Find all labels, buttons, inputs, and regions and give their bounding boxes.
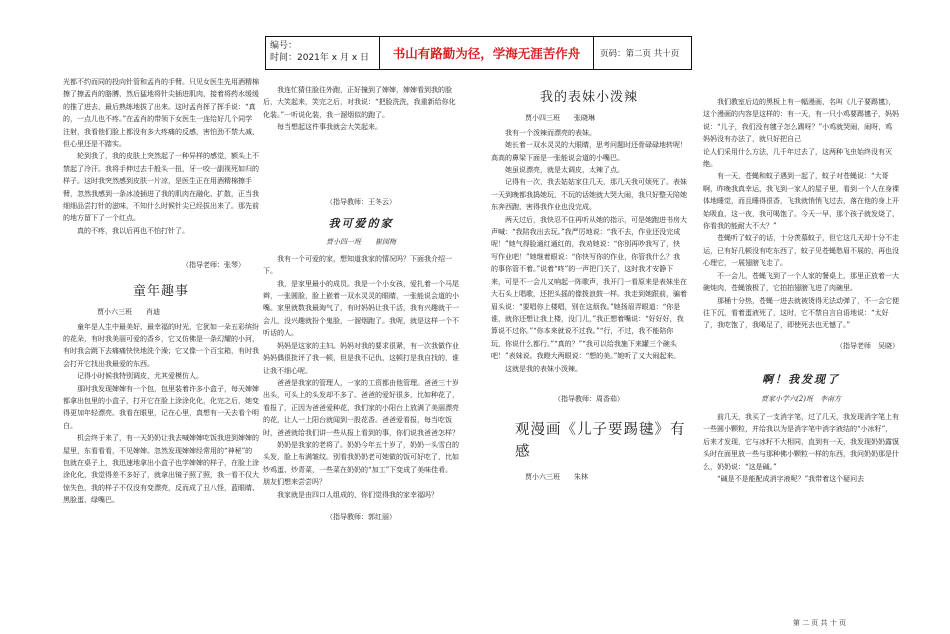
paragraph: 她虽说漂亮，就是太调皮，太辣了点。 [505, 166, 624, 175]
paragraph: 两天过后，我快忍不住再听从她的指示，可是她跑进书房大声喊：“我陪我出去玩。”我严厉地说：“我不去，作业还没完成呢！”她气得脸通红通红的，我劝她说：“你别再吵我写了，快写作业吧！”她继着眼说：“你快写你的作业，你管我什么？我的事你管不着。”说着“咚”的一声把门关了，这时我才安静下来，可是不一会儿又响起一阵歌声，我开门一看原来是表妹坐在大石头上唱歌，还把头摇的像拨浪鼓一样。我走到她跟前，骗着眉头说：“要唱你上楼唱，别在这烦我。”她扬眉弄眼道：“你是谁，就你还想让我上楼，没门儿，”我正想着嘴说：“好好好，我算说不过你。”“你本来就说不过我。”“行，不过，我不能陪你玩，你说什么都行。”“真的？”“我可以给我施下来罐三个碗头吧！”表妹说。我瞪大两眼说：“想的美。”她听了又大闹起来。 [491, 215, 687, 361]
page-number: 第 二 页 共 十 页 [792, 619, 846, 627]
motto: 书山有路勤为径，学海无涯苦作舟 [380, 37, 594, 69]
paragraph: 轮到我了，我的皮肤上突然起了一种异样的感觉，额头上不禁起了冷汗。我将手伸过去千般头一扭，牙一咬一副视死如归的样子。这时我突然感到皮肤一片凉，是医生正在用酒精棉擦手臂，忽然我感到一条冰凌插进了我的肌肉在融化、扩散，正当我细细品尝打针的滋味，不知什么时候针尖已经拔出来了。那先前的地方留下了一个红点。 [63, 152, 259, 223]
paragraph: 这就是我的表妹小泼辣。 [505, 364, 582, 373]
paragraph: 我有一个泼辣而漂亮的表妹。 [505, 128, 596, 137]
paragraph: 机会终于来了，有一天奶奶让我去喊婶婶吃饭我进到婶婶的屋里，东看看看，不见婶婶。忽然发现婶婶经常用的“神秘”的包就在桌子上，我迅速地拿出小盒子也学婶婶的样子，在脸上涂涂化化，我觉得差不多好了，就拿出镜子照了照，我一看不仅大惊失色，我的样子不仅没有变漂亮，反而成了丑八怪，蓝眼睛、黑脸蛋、绿嘴巴。 [63, 434, 259, 505]
paragraph: 我家就是由四口人组成的，你们觉得我的家幸福吗？ [277, 490, 438, 499]
column-1 [63, 76, 259, 507]
header-box [265, 36, 692, 70]
paragraph: 我连忙猜住脸往外跑，正好撞到了婶婶，婶婶看到我的脸后，大笑起来，笑完之后，对我说：“把脸洗洗，我重新给你化化装。”一听说化装，我一溜烟似的跑了。 [263, 86, 456, 119]
paragraph: 苍蝇听了蚊子的话，十分羡慕蚊子，但它这几天却十分不走运，已有好几顿没有吃东西了，蚊子见苍蝇愁眉不展的，再也没心理它，一展翅膀飞走了。 [703, 234, 899, 268]
paragraph: 爸爸是我家的管理人，一家的工资都由他管理。爸爸三十岁出头，可头上的头发却不多了。爸爸的爱好很多，比如种花了，看报了，正因为爸爸爱种花，我们家的小阳台上放满了美丽漂亮的花，让人一上阳台就闻到一股花香。爸爸爱看报，每当吃饭时，爸爸就给我们讲一些从报上看到的事，你们说我爸爸怎样？ [263, 378, 459, 437]
article-title: 观漫画《儿子要踢毽》有感 [515, 422, 686, 461]
page-label: 页码：第二页 共十页 [600, 49, 680, 59]
article-title: 我可爱的家 [328, 217, 394, 231]
article-title: 我的表妹小泼辣 [539, 90, 638, 105]
paragraph: “碱是不是能配成消字液呢？”我带着这个疑问去 [717, 474, 865, 483]
header-meta [266, 37, 380, 69]
teacher-note: （指导教师：郭红丽） [326, 512, 396, 521]
teacher-note: （指导老师 吴晓） [836, 341, 899, 350]
article-title: 童年趣事 [132, 283, 189, 299]
column-3 [491, 82, 687, 486]
paragraph: 论人们采用什么方法，几千年过去了，这两种飞虫始终没有灭绝。 [703, 147, 892, 169]
teacher-note: （指导老师：张琴） [182, 261, 245, 270]
paragraph: 妈妈是这家的主妇。妈妈对我的要求很紧，有一次我做作业妈妈偶很批评了我一顿，但是我不记仇，这顿打是我自找的，谁让我不细心呢。 [263, 341, 459, 375]
paragraph: 那桶十分热，苍蝇一进去就被烫得无法动弹了，不一会它便往下沉，看着蛋液死了，这时，它不禁自言自语地说：“太好了，我吃饱了，我喝足了，即使死去也无憾了。” [703, 296, 899, 330]
paragraph: 前几天，我买了一支消字笔，过了几天，我发现消字笔上有一些圆小颗粒，并给我以为是消字笔中消字液结的“小冰籽”，后来才发现，它与冰籽不大相同，直到有一天，我发现奶奶露馍头时在面里放一些与那种佛小颗粒一样的东西，我问奶奶那是什么，奶奶说：“这是碱。” [703, 412, 899, 471]
paragraph: 不一会儿，苍蝇飞到了一个人家的餐桌上，那里正放着一大碗炖肉，苍蝇饿极了，它拍拍翅膀飞进了肉碗里。 [703, 271, 899, 293]
number-label: 编号： [270, 41, 298, 51]
paragraph: 我们教室后边的黑板上有一幅漫画，名叫《儿子要踢毽》，这个漫画的内容是这样的：有一天，有一只小鸡要踢毽子，妈妈说：“儿子，我们没有毽子怎么踢呀？”小鸡就哭闹，闹呀，鸡妈妈没有办法了，就只好把自己 [703, 98, 899, 144]
article-author: 贾小六三班 朱林 [525, 473, 588, 482]
column-2 [263, 84, 459, 531]
paragraph: 记得有一次，我去姑姑家住几天，那几天我可烦死了。表妹一天到晚都我捣她玩，不玩的话她就大哭大闹，我只好整天陪她东奔西跑，害得我作业也没完成。 [491, 178, 687, 212]
column-4 [703, 96, 899, 485]
paragraph: 那时我发现婶婶有一个包，包里装着许多小盒子，每天婶婶都拿出包里的小盒子，打开它在脸上涂涂化化，化完之后，她变得更加年轻漂亮。我看在眼里，记在心里，真想有一天去看个明白。 [63, 384, 259, 430]
teacher-note: （指导教师：王冬云） [326, 197, 396, 206]
article-author: 贾小四三班 张晓琳 [525, 114, 595, 123]
paragraph: 光都不约而同的投向针管和孟肖的手臂。只见女医生先用酒精棉擦了擦孟肖的胳膊，然后猛地将针尖插进肌肉，接着将药水缓缓的推了进去，最后熟练地拔了出来。这时孟肖挥了挥手说：“真的，一点儿也不疼。”在孟肖的带领下女医生一连给好几个同学注射，我看他们脸上都没有多大疼痛的反感，害怕劲不禁大减，但心里还是不踏实。 [63, 78, 259, 149]
article-title: 啊！我发现了 [762, 373, 840, 387]
article-author: 贾小六三班 肖迪 [97, 308, 160, 317]
paragraph: 真的不疼，我以后再也不怕打针了。 [77, 226, 189, 235]
article-author: 贾小四一班 崔园梅 [326, 238, 396, 247]
paragraph: 她长着一双水灵灵的大眼睛，思考问题时还骨碌碌地转呢！高高的鼻梁下面是一张能说会道的小嘴巴。 [491, 141, 687, 162]
paragraph: 我，是家里最小的成员。我是一个小女孩，爱扎着一个马尾辫，一张圆脸，脸上嵌着一双水灵灵的眼睛，一张能说会道的小嘴。家里就数我最淘气了，有时妈妈让我干活，我有兴趣就干一会儿，没兴趣就扮个鬼脸，一溜烟跑了。我呢，就是这样一个不听话的人。 [263, 279, 459, 338]
paragraph: 我有一个可爱的家，想知道我家的情况吗？下面我介绍一下。 [263, 254, 452, 276]
article-author: 贾家小学六(2)班 李南方 [761, 394, 841, 403]
paragraph: 每当想起这件事我就会大笑起来。 [277, 123, 382, 132]
time-label: 时间：2021年 x 月 x 日 [270, 53, 370, 63]
teacher-note: （指导教师：周香茹） [554, 394, 624, 403]
paragraph: 有一天，苍蝇和蚊子遇到一起了，蚊子对苍蝇说：“大哥啊，昨晚我真幸运，我飞到一家人的屋子里，看到一个人在身裸体地睡觉，而且睡得很香，飞我就悄悄飞过去，落在他的身上开始吸血，这一夜，我可喝饱了。今天一早，那个孩子就发烧了，你看我的能耐大不大？” [703, 172, 899, 231]
paragraph: 童年是人生中最美好、最幸福的时光，它犹如一朵五彩缤纷的花朵，有时我美丽可爱的香乡，它又仿佛是一条幻耀的小河，有时我会跳下去痛痛快快地洗个澡；它又像一个百宝箱，有时我会打开它找出我最爱的东西。 [63, 322, 259, 368]
paragraph: 奶奶是我家的老将了。奶奶今年五十岁了，奶奶一头雪白的头发，脸上布满皱纹。别看我奶奶老可她做的饭可好吃了，比如炒鸡蛋、炒青菜，一些菜在奶奶的“加工”下变成了美味佳肴。朋友们想来尝尝吗？ [263, 440, 459, 487]
paragraph: 记得小时候我特别调皮，尤其爱模仿人。 [77, 372, 203, 381]
